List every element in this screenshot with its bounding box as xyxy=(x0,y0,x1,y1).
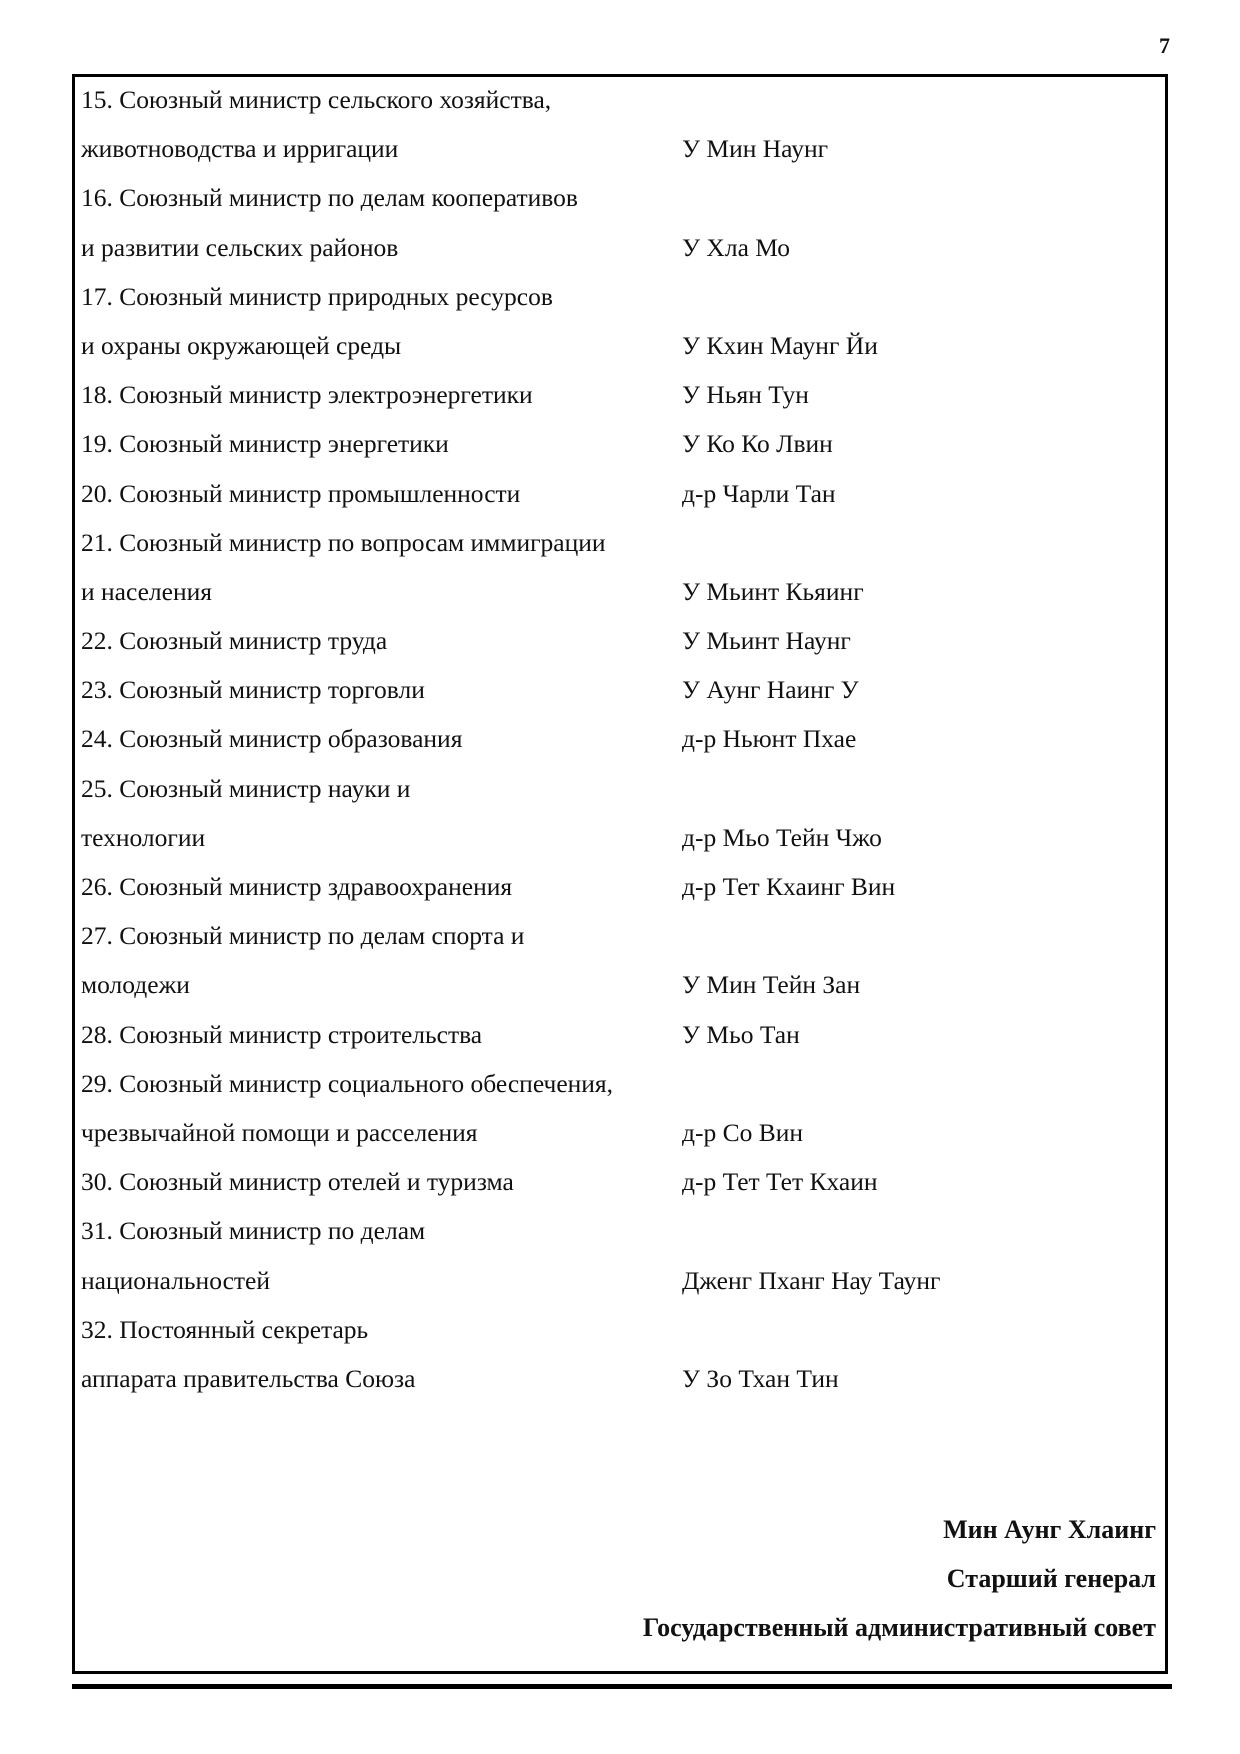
list-item-line xyxy=(81,1062,1081,1111)
list-item-line xyxy=(81,816,1081,865)
minister-name: У Кхин Маунг Йи xyxy=(682,330,878,360)
list-item-line xyxy=(81,767,1081,816)
signature-rank: Старший генерал xyxy=(946,1564,1156,1593)
list-item-line xyxy=(81,1357,1081,1406)
list-item-line xyxy=(81,619,1081,668)
minister-title: 32. Постоянный секретарь xyxy=(81,1314,369,1344)
minister-name: д-р Тет Тет Кхаин xyxy=(682,1167,878,1197)
minister-title: 16. Союзный министр по делам кооперативов xyxy=(81,183,578,213)
minister-name: д-р Тет Кхаинг Вин xyxy=(682,872,896,901)
minister-title: 28. Союзный министр строительства xyxy=(81,1019,483,1049)
list-item-line xyxy=(81,668,1081,717)
minister-name: д-р Ньюнт Пхае xyxy=(682,724,857,754)
minister-title: 15. Союзный министр сельского хозяйства, xyxy=(81,85,552,114)
minister-title: национальностей xyxy=(81,1265,271,1295)
minister-title: 31. Союзный министр по делам xyxy=(81,1216,426,1246)
list-item-line xyxy=(81,176,1081,225)
list-item-line xyxy=(81,226,1081,275)
minister-title: и развитии сельских районов xyxy=(81,232,399,262)
list-item-line xyxy=(81,1013,1081,1062)
list-item-line xyxy=(81,1209,1081,1258)
minister-title: животноводства и ирригации xyxy=(81,134,399,164)
list-item-line xyxy=(81,78,1081,127)
list-item-line xyxy=(81,373,1081,422)
minister-title: молодежи xyxy=(81,970,190,1000)
signature-name: Мин Аунг Хлаинг xyxy=(943,1515,1156,1544)
signature-body: Государственный административный совет xyxy=(642,1613,1156,1642)
minister-title: чрезвычайной помощи и расселения xyxy=(81,1117,478,1147)
minister-title: 24. Союзный министр образования xyxy=(81,724,463,754)
minister-name: У Аунг Наинг У xyxy=(682,675,859,705)
list-item-line xyxy=(81,324,1081,373)
minister-name: д-р Со Вин xyxy=(682,1117,804,1147)
minister-name: У Ко Ко Лвин xyxy=(682,429,833,459)
ministers-list xyxy=(81,78,1081,1406)
minister-title: технологии xyxy=(81,822,206,852)
minister-title: и населения xyxy=(81,576,212,606)
minister-title: 18. Союзный министр электроэнергетики xyxy=(81,380,533,410)
list-item-line xyxy=(81,1160,1081,1209)
list-item-line xyxy=(81,127,1081,176)
minister-title: 21. Союзный министр по вопросам иммиграции xyxy=(81,527,606,557)
minister-name: У Мьо Тан xyxy=(682,1019,800,1049)
minister-name: У Ньян Тун xyxy=(682,380,809,410)
page-number: 7 xyxy=(1159,33,1170,58)
minister-title: 20. Союзный министр промышленности xyxy=(81,478,521,508)
minister-name: д-р Чарли Тан xyxy=(682,478,836,508)
minister-name: У Хла Мо xyxy=(682,232,791,262)
list-item-line xyxy=(81,472,1081,521)
signature-block xyxy=(643,1508,1156,1655)
minister-title: 19. Союзный министр энергетики xyxy=(81,429,449,459)
list-item-line xyxy=(81,963,1081,1012)
minister-name: д-р Мьо Тейн Чжо xyxy=(682,822,882,852)
list-item-line xyxy=(81,521,1081,570)
minister-name: У Мин Наунг xyxy=(682,134,829,164)
minister-title: 23. Союзный министр торговли xyxy=(81,675,425,705)
minister-title: 17. Союзный министр природных ресурсов xyxy=(81,281,553,311)
minister-title: 26. Союзный министр здравоохранения xyxy=(81,872,513,901)
bottom-rule xyxy=(72,1684,1172,1689)
minister-title: 29. Союзный министр социального обеспечения, xyxy=(81,1068,614,1098)
minister-name: У Мин Тейн Зан xyxy=(682,970,861,1000)
list-item-line xyxy=(81,914,1081,963)
minister-title: 27. Союзный министр по делам спорта и xyxy=(81,921,525,951)
list-item-line xyxy=(81,275,1081,324)
minister-title: 30. Союзный министр отелей и туризма xyxy=(81,1167,514,1197)
minister-name: У Мьинт Кьяинг xyxy=(682,576,864,606)
minister-title: и охраны окружающей среды xyxy=(81,330,402,360)
minister-name: У Зо Тхан Тин xyxy=(682,1363,839,1393)
list-item-line xyxy=(81,1259,1081,1308)
list-item-line xyxy=(81,422,1081,471)
minister-name: У Мьинт Наунг xyxy=(682,626,851,656)
minister-name: Дженг Пханг Нау Таунг xyxy=(682,1265,941,1295)
list-item-line xyxy=(81,1111,1081,1160)
list-item-line xyxy=(81,570,1081,619)
list-item-line xyxy=(81,717,1081,766)
list-item-line xyxy=(81,865,1081,914)
minister-title: 22. Союзный министр труда xyxy=(81,626,388,656)
minister-title: аппарата правительства Союза xyxy=(81,1363,416,1393)
minister-title: 25. Союзный министр науки и xyxy=(81,773,411,803)
list-item-line xyxy=(81,1308,1081,1357)
